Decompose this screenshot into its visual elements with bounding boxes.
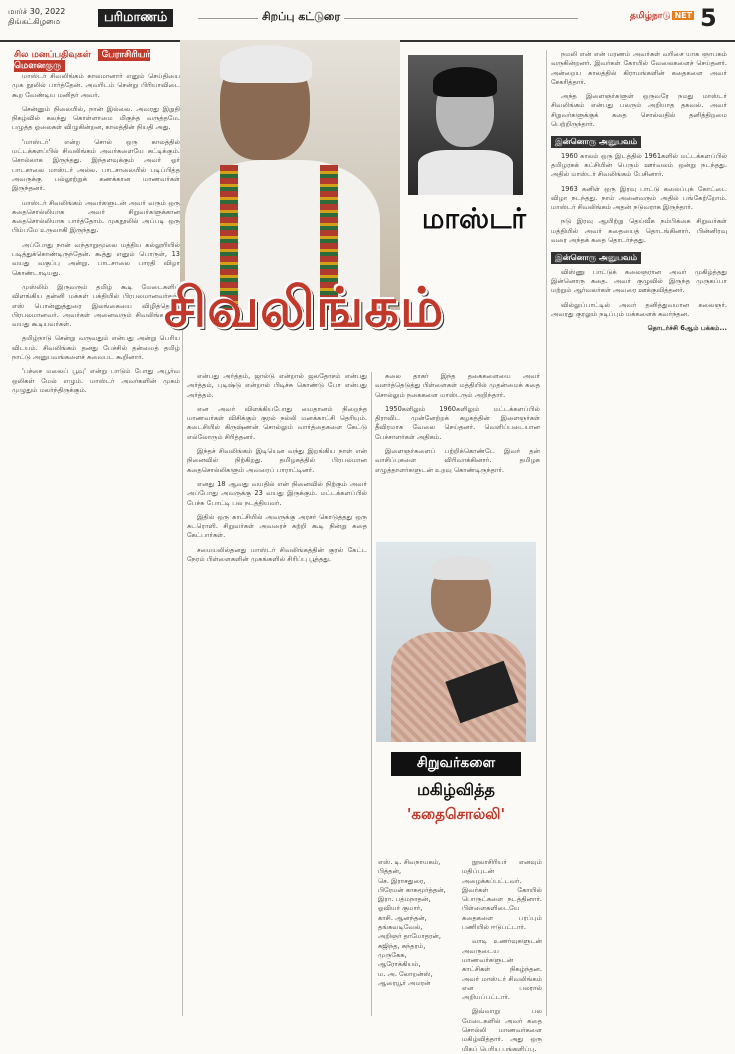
- list-item: ஆரோக்கியம்,: [378, 960, 421, 969]
- list-item: இரா. பத்மநாதன்,: [378, 895, 431, 904]
- page-header: [0, 0, 735, 42]
- header-rule: [198, 18, 578, 19]
- names-list: [378, 858, 458, 1016]
- article-paragraph: மாஸ்டர் சிவலிங்கம் காலமானார் எனும் செய்தியை முக நூலில் பார்த்தேன். அவரிடம் சென்று பிரியாவிடை கூற வேண்டிய மனிதர் அவர்.: [12, 72, 180, 99]
- list-item: அறிஞர் தாமோதரன்,: [378, 932, 441, 941]
- sidebar-title-line1: சிறுவர்களை: [391, 752, 521, 776]
- article-paragraph: சமையலில்தனது மாஸ்டர் சிவலிங்கத்தின் குரல் கேட்ட நேரம் பிள்ளைகளின் முகங்களில் சிரிப்பு பூத்தது.: [187, 545, 367, 564]
- article-paragraph: எனது 18 ஆவது வயதில் என் நினைவில் நிற்கும் அவர் அப்போது அவருக்கு 23 வயது இருக்கும். மட்டக்களப்பில் பேச்சு போட்டி பல நடத்தியவர்.: [187, 479, 367, 507]
- subheading: இன்னொரு அனுபவம்: [551, 252, 641, 263]
- list-item: காசி. ஆனந்தன்,: [378, 913, 427, 922]
- article-paragraph: 'மாஸ்டர்' என்ற சொல் ஒரு காலத்தில் மட்டக்களப்பில் சிவலிங்கம் அவர்களையே சுட்டிக்கும். சொல்லாக இருந்தது. இந்தளவுக்கும் அவர் ஓர் பாடசாலை மாஸ்டர் அல்ல. பாடசாலையில் படிப்பித்த அவருக்கு பல்லூற்றுக் கணக்கான மாணவர்கள் இருந்தனர்.: [12, 137, 180, 193]
- article-paragraph: நடு இரவு ஆயிற்று தெய்வீக நம்பிக்கை சிறுவர்கள் மத்தியில் அவர் கதையைத் தொடங்கினார். பின்னிரவு வரை அந்தக் கதை தொடர்ந்தது.: [551, 217, 727, 245]
- sidebar-title: [376, 752, 536, 852]
- article-paragraph: என்பது அர்த்தம், ஜால்டு என்றால் ஜலதோசம் என்பது அர்த்தம், புடிஷ்டு என்றால் பிடிச்சு கொண்டு போ என்பது அர்த்தம்.: [187, 372, 367, 399]
- article-paragraph: 1950களிலும் 1960களிலும் மட்டக்களப்பில் திராவிட முன்னேற்றக் கழகத்தின் இளைஞர்கள் தீவிரமாக வேலை செய்தனர். வெளிப்படையான பேச்சாளர்கள் அதிகம்.: [375, 404, 540, 441]
- author-name: பேராசிரியர் மௌனகுரு: [14, 50, 151, 71]
- article-paragraph: கலை தாகர் இந்த தகைகளையை அவர் வளர்த்தெடுத்து பிள்ளைகள் மத்தியில் முதன்மைக் கதை சொல்லும் நகைகளை மாஸ்டரும் அறிந்தார்.: [375, 372, 540, 399]
- sidebar-title-line3: 'கதைசொல்லி': [406, 805, 506, 823]
- article-paragraph: இளைஞர்களைப் பற்றிக்கொண்டே இவர் தன் வாசிப்புகளை விரிவாக்கினார். தமிழக எழுத்தாளர்களுடன் உறவு கொண்டிருந்தார்.: [375, 447, 540, 474]
- continued-note: தொடர்ச்சி 6ஆம் பக்கம்...: [647, 324, 727, 333]
- article-paragraph: சென்னும் நிலையில், நான் இல்லை. அவரது இறுதி நிகழ்வில் கலந்து கொள்ளாமை மிகுந்த வருத்தமே. பழுத்த ஓலைகள் விழுகின்றன, காலத்தின் நியதி அது.: [12, 104, 180, 132]
- logo-text: தமிழ்நாடு: [630, 11, 671, 21]
- list-item: எஸ். டி. சிவநாயகம்,: [378, 858, 441, 866]
- portrait-photo-elderly: [180, 40, 400, 310]
- article-column-3: [375, 372, 540, 537]
- day-line: திங்கட்கிழமை: [8, 17, 61, 26]
- article-column-4: [462, 858, 542, 1053]
- hair-shape: [433, 67, 497, 97]
- page-kicker: சிறப்பு கட்டுரை: [258, 10, 344, 25]
- issue-date: [8, 7, 65, 27]
- article-paragraph: இவ்வாறு பல மேடைகளில் அவர் கதை சொல்லி மாணவர்களை மகிழ்வித்தார். அது ஒரு மிகப் பெரிய பங்களிப்பு.: [462, 1007, 542, 1053]
- article-paragraph: தமிழ்நாடு சென்று வருவதும் என்பது அன்று பெரிய விடயம். சிவலிங்கம் தனது பேச்சில் தன்மைத் தமிழ் நாட்டு அனுபவங்களைச் சுவைபட கூறினார்.: [12, 334, 180, 362]
- series-label: [14, 50, 189, 71]
- section-title: பரிமாணம்: [98, 9, 173, 27]
- list-item: ஓவியர் குமார்,: [378, 904, 423, 913]
- sidebar-title-line2: மகிழ்வித்த: [417, 780, 495, 799]
- article-paragraph: அந்த இளைஞர்களுள் ஒருவரே நமது மாஸ்டர் சிவலிங்கம் என்பது பலரும் அறியாத தகவல். அவர் சிறுவர்களுக்குக் கதை சொல்வதில் தனித்திறமை பெற்றிருந்தார்.: [551, 92, 727, 129]
- list-item: ம. அ. லோறன்ஸ்,: [378, 969, 433, 978]
- article-paragraph: நூலாசிரியர் எனவும் மதிப்புடன் அழைக்கப்பட்டவர். இவர்கள் கோயில் பொருட்களை நடத்தினார். பிள்ளைகளிடையே கதைகளை பரப்பும் பணியில் ஈடுபட்டார்.: [462, 858, 542, 932]
- list-item: முருகேசு,: [378, 950, 407, 959]
- article-paragraph: விஸ்ணு பாட்டுக் கலைஞரான அவர் முகிழ்த்தது இன்னொரு கதை. அவர் குழுவில் இருந்த முருகப்பா மற்றும் ஆர்வலர்கள் அவரை ஊக்குவித்தனர்.: [551, 267, 727, 295]
- list-item: பிரேமன் காசுமூர்த்தன்,: [378, 885, 446, 894]
- article-paragraph: அப்போது நான் வந்தாறுமூலை மத்திய கல்லூரியில் படித்துக்கொண்டிருந்தேன். கூத்து எனும் பொருள், 13 வயது வகுப்பு அன்று. பாடசாலை பாரதி விழா கொண்டாடியது.: [12, 240, 180, 277]
- portrait-photo-with-book: [376, 542, 536, 742]
- list-item: பித்தன்,: [378, 867, 402, 876]
- date-line: மார்ச் 30, 2022: [8, 7, 66, 16]
- list-item: செ. இராசதுரை,: [378, 876, 426, 885]
- list-item: சுஜிந்த, சுந்தரம்,: [378, 941, 426, 950]
- logo-badge: NET: [674, 11, 693, 20]
- headline-line2: சிவலிங்கம்: [164, 276, 445, 339]
- article-paragraph: முஸ்லிம் இருவரும் தமிழ் கூடி மேடைகளில் விளங்கிய தன்னி மக்கள் பக்தியில் பிரபலமானவர்கள். எஸ் பொன்னுத்துரை இலங்கையை விழித்தெழப் பிரபலமானவர். அவர்கள் அனைவரும் சிவலிங்கத்தின் வயது கூடியவர்கள்.: [12, 282, 180, 329]
- column-rule: [182, 300, 183, 1016]
- list-item: தங்கவடிவேல்,: [378, 923, 423, 932]
- headline-line1: மாஸ்டர்: [421, 202, 526, 235]
- list-item: ஆரையூர் அமரன்: [378, 978, 431, 987]
- publication-logo: [630, 11, 694, 22]
- subheading: இன்னொரு அனுபவம்: [551, 136, 641, 147]
- portrait-photo-young: [408, 55, 523, 195]
- hair-shape: [431, 556, 493, 580]
- article-paragraph: என அவர் விளக்கியபோது மைதானம் நிறைந்த மாணவர்கள் விசிக்கும் குரல் நல்லி மனக்காட்சி தெரியும். கடைசியில் கிருஷ்ணன் சொல்லும் வார்த்தைகளை கேட்டு எல்லோரும் சிரித்தனர்.: [187, 404, 367, 441]
- article-column-5: [551, 50, 727, 1016]
- article-paragraph: வில்லுப்பாட்டில் அவர் தனித்துவமான கலைஞர். அவரது குரலும் நடிப்பும் மக்களைக் கவர்ந்தன.: [551, 300, 727, 318]
- article-paragraph: இதில் ஒரு காட்சியில் அவருக்கு அரசர் கொடுத்தது ஒரு சுடரொளி. சிறுவர்கள் அவரைச் சுற்றி கூடி நின்று கதை கேட்பார்கள்.: [187, 512, 367, 540]
- article-column-1: [12, 72, 180, 1016]
- shirt-shape: [418, 150, 513, 195]
- column-rule: [546, 50, 547, 1016]
- article-paragraph: 1960 காலம் ஒரு இடத்தில் 1961களில் மட்டக்களப்பில் தமிழரசுக் கட்சியின் பெரும் ஊர்வலம் ஒன்று நடந்தது. அதில் மாஸ்டர் சிவலிங்கம் பேசினார்.: [551, 151, 727, 179]
- article-paragraph: 1963 கனிள் ஒரு இரவு பாட்டு கலைப்புக் கோட்டை விழா நடந்தது. நாம் அனைவரும் அதில் பங்கேற்றோம். மாஸ்டர் சிவலிங்கம் அதன் நடுவராக இருந்தார்.: [551, 184, 727, 212]
- article-paragraph: இந்தச் சிவலிங்கம் இடியென வந்து இறங்கிய நாள் என் நினைவில் நிற்கிறது. தமிழகத்தில் பிரபலமான கதைசொல்லிகளும் அவரைப் பாராட்டினர்.: [187, 447, 367, 474]
- article-paragraph: மாஸ்டர் சிவலிங்கம் அவர்களுடன் அவர் வரும் ஒரு கதைசொல்லியாக அவர் சிறுவர்களுக்கான கதைசொல்லியாக பார்த்தோம். முகநூலில் அப்படி ஒரு பிம்பமே உருவாகி இருந்தது.: [12, 198, 180, 235]
- page-number: 5: [700, 4, 717, 32]
- hair-shape: [220, 45, 312, 83]
- series-name: சில மனப்பதிவுகள்: [14, 50, 91, 60]
- article-column-2: [187, 372, 367, 1016]
- article-paragraph: நமலி என் என் மரணம் அவர்கள் வரிசை யாக ஞாபகம் வருகின்றனர். இவர்கள் கோயில் வேலைகளைச் செய்தனர். அன்றைய காலத்தில் கிராமங்களின் கதைகளை அவர் சேகரித்தார்.: [551, 50, 727, 86]
- article-paragraph: 'பச்சை மலைப் பூவு' என்று பாடும் போது அபூர்வ ஒலிகள் மேல் எழும். மாஸ்டர் அவர்களின் முகம் முழுதும் மலர்ந்திருக்கும்.: [12, 367, 180, 394]
- column-rule: [371, 372, 372, 1016]
- article-paragraph: வாடி உணர்வுகளுடன் அவருடைய மாணவர்களுடன் காட்சிகள் நிகழ்ந்தன. அவர் மாஸ்டர் சிவலிங்கம் என பலரால் அறியப்பட்டார்.: [462, 937, 542, 1002]
